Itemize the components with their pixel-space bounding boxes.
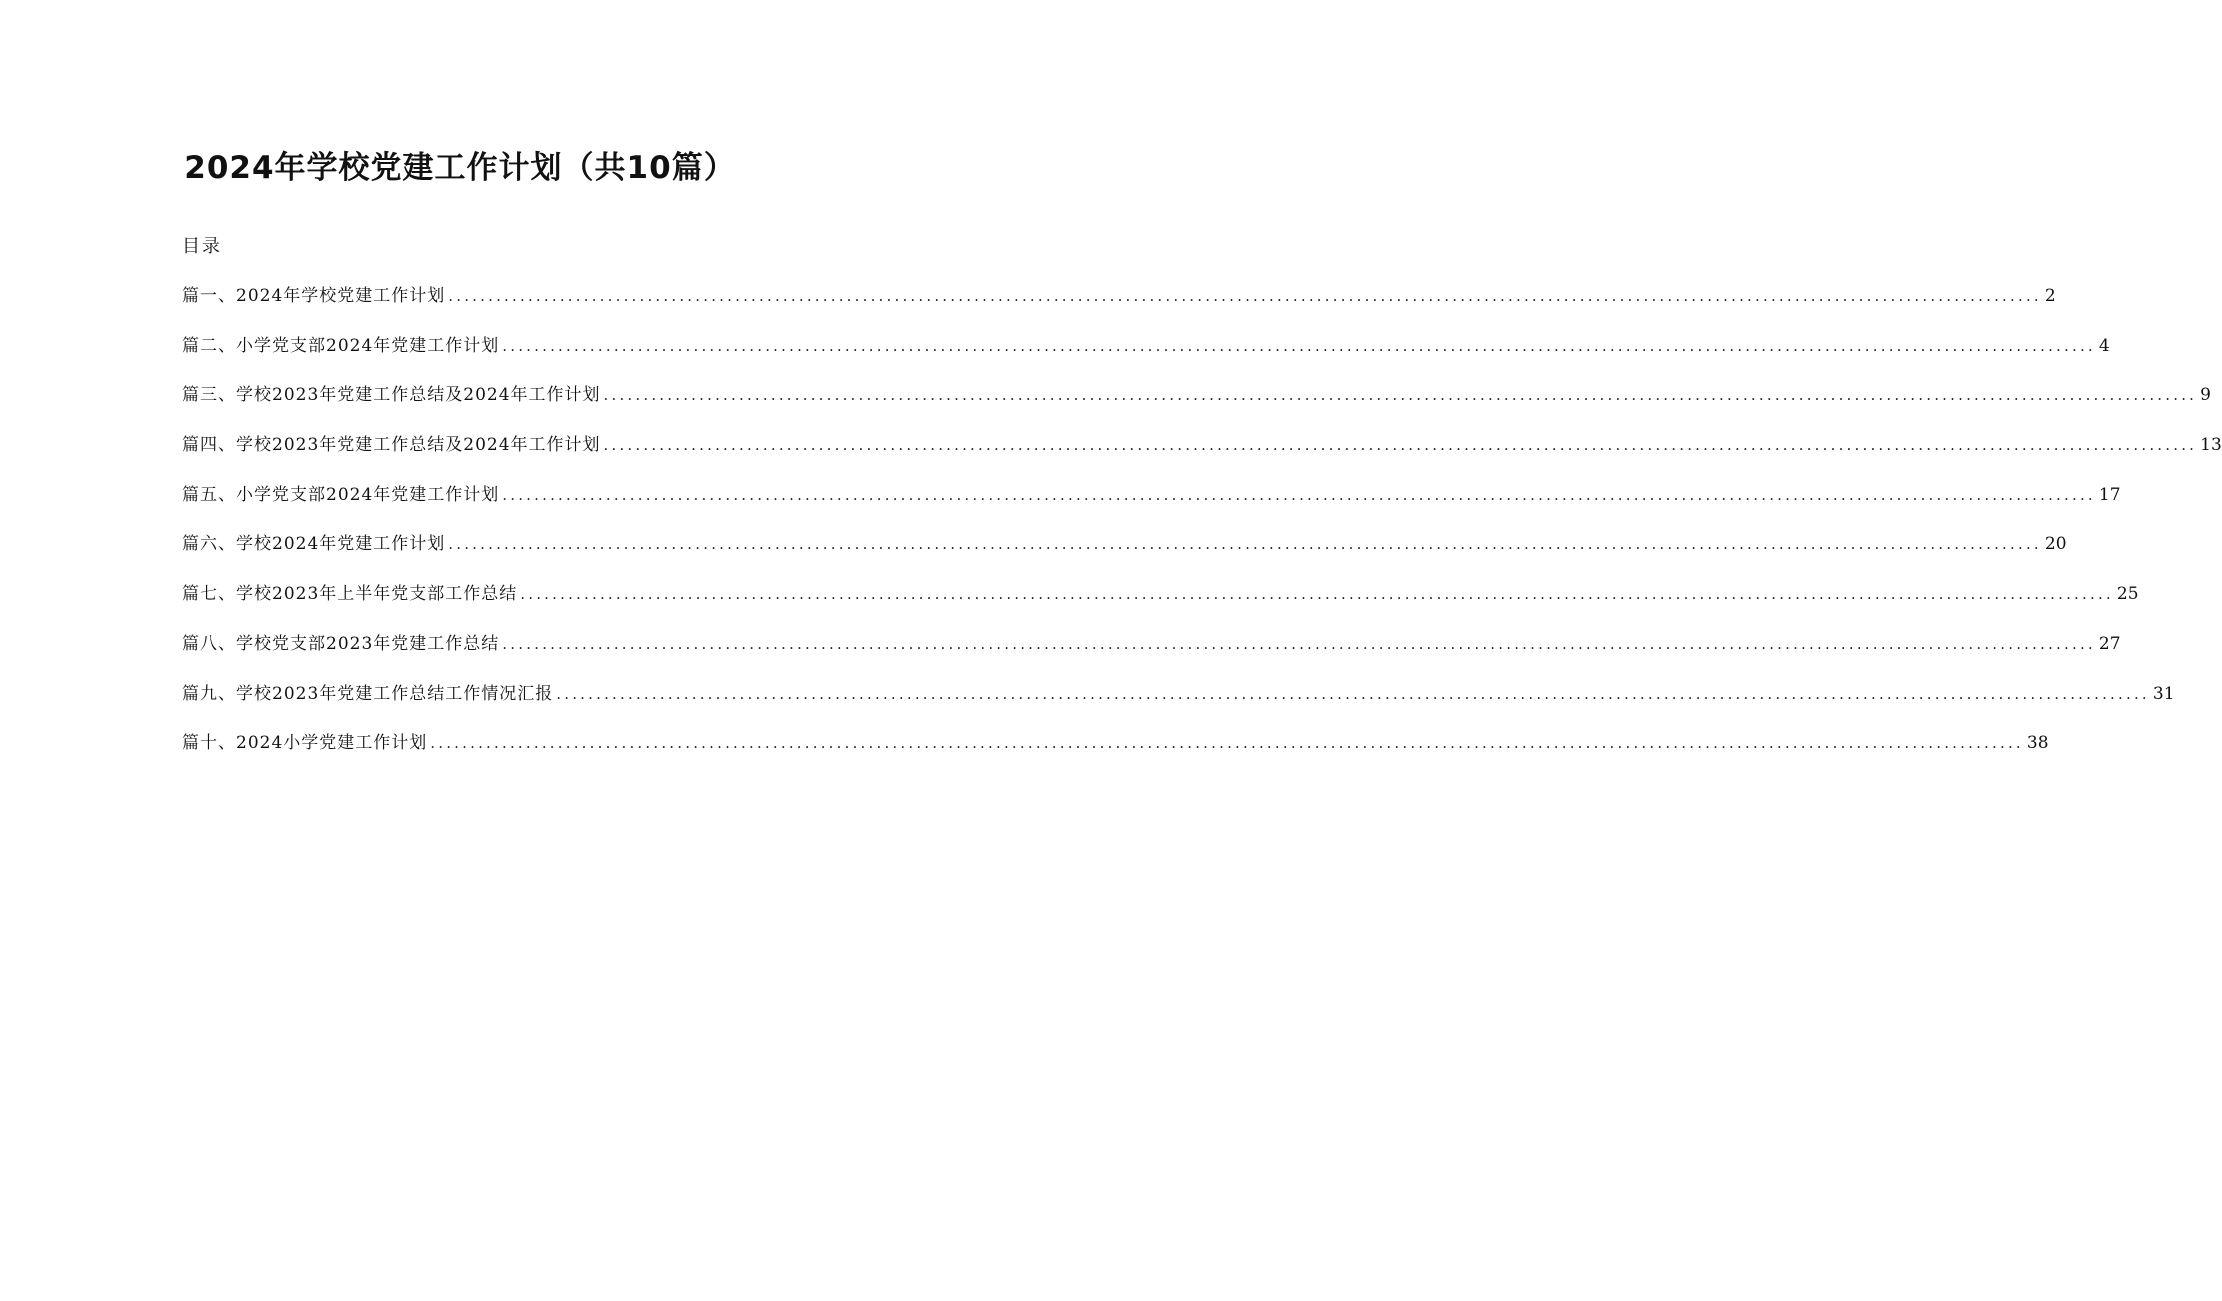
toc-page-number: 20 [2044,534,2067,555]
toc-item-label: 篇一、2024年学校党建工作计划 [182,286,446,306]
toc-item-label: 篇三、学校2023年党建工作总结及2024年工作计划 [182,385,601,406]
toc-page-number: 17 [2098,484,2121,505]
toc-item-label: 篇十、2024小学党建工作计划 [182,733,428,754]
dot-leader: ........................................................................................................................................................................................................ [502,485,2096,504]
toc-page-number: 9 [2200,385,2211,406]
dot-leader: ........................................................................................................................................................................................................ [502,336,2096,355]
toc-item-8[interactable] [182,630,2121,680]
toc-item-7[interactable] [182,580,2139,630]
toc-item-3[interactable] [182,381,2211,431]
dot-leader: ........................................................................................................................................................................................................ [520,585,2114,604]
toc-page-number: 31 [2152,683,2175,704]
toc-item-10[interactable] [182,729,2049,779]
dot-leader: ........................................................................................................................................................................................................ [448,535,2042,554]
dot-leader: ........................................................................................................................................................................................................ [502,634,2096,653]
toc-item-1[interactable] [182,282,2056,332]
toc-item-label: 篇八、学校党支部2023年党建工作总结 [182,633,500,654]
document-title: 2024年学校党建工作计划（共10篇） [184,150,736,186]
toc-page-number: 2 [2044,286,2056,306]
dot-leader: ........................................................................................................................................................................................................ [603,386,2198,405]
toc-item-2[interactable] [182,332,2110,382]
toc-item-label: 篇二、小学党支部2024年党建工作计划 [182,335,500,356]
toc-heading: 目录 [182,236,222,257]
dot-leader: ........................................................................................................................................................................................................ [448,287,2042,305]
toc-page-number: 27 [2098,633,2121,654]
toc-item-9[interactable] [182,680,2175,730]
toc-item-4[interactable] [182,431,2222,481]
toc-item-label: 篇五、小学党支部2024年党建工作计划 [182,484,500,505]
toc-item-label: 篇六、学校2024年党建工作计划 [182,534,446,555]
toc-page-number: 4 [2098,335,2110,356]
table-of-contents [182,282,2222,779]
toc-item-label: 篇四、学校2023年党建工作总结及2024年工作计划 [182,435,601,456]
toc-page-number: 13 [2200,435,2222,456]
toc-page-number: 38 [2026,733,2049,754]
toc-item-label: 篇七、学校2023年上半年党支部工作总结 [182,584,518,605]
dot-leader: ........................................................................................................................................................................................................ [603,436,2198,455]
toc-item-label: 篇九、学校2023年党建工作总结工作情况汇报 [182,683,554,704]
toc-item-5[interactable] [182,481,2121,531]
dot-leader: ........................................................................................................................................................................................................ [556,684,2150,703]
toc-page-number: 25 [2116,584,2139,605]
dot-leader: ........................................................................................................................................................................................................ [430,734,2024,753]
toc-item-6[interactable] [182,530,2067,580]
